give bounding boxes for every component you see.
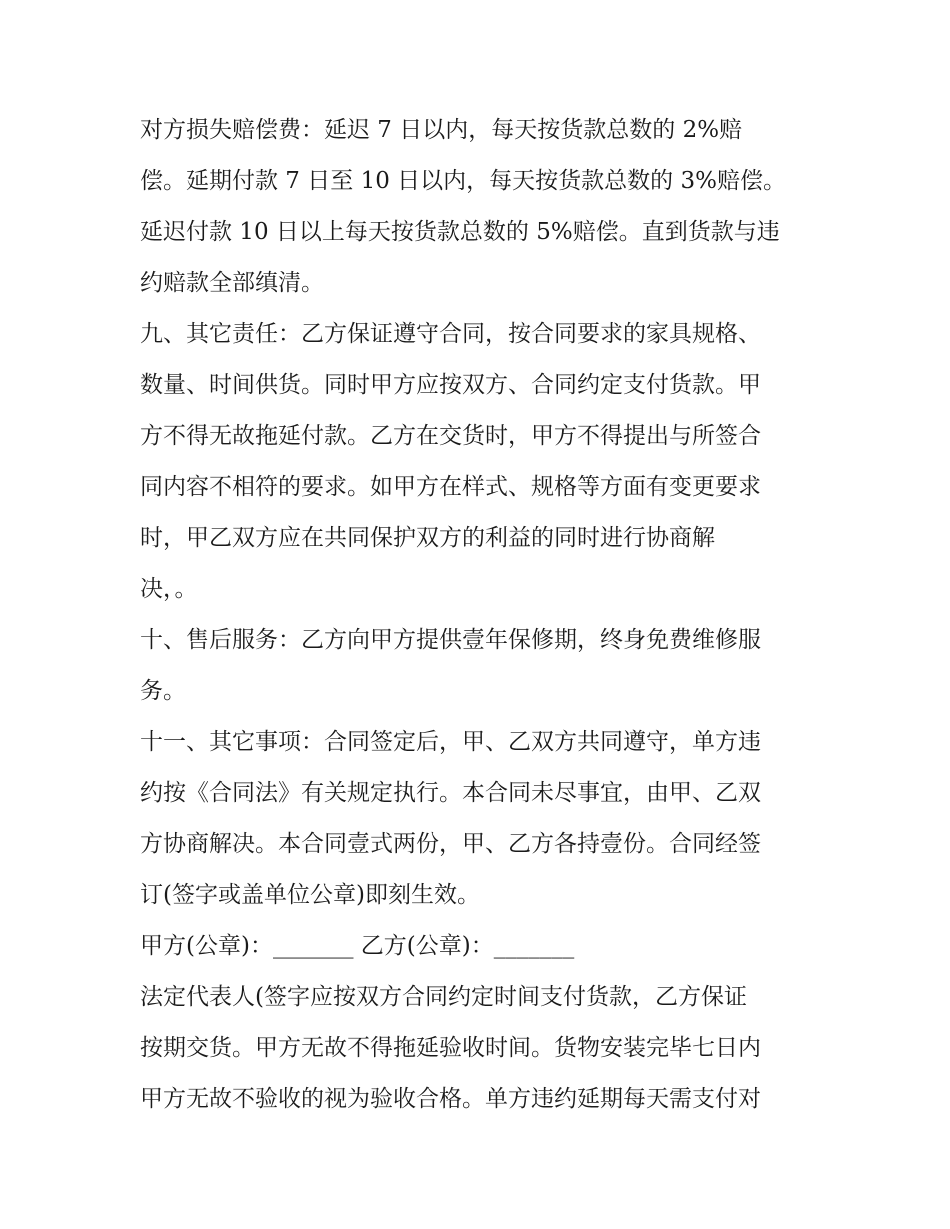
text-line: 约赔款全部缜清。 — [140, 270, 324, 296]
text-line: 务。 — [140, 678, 186, 704]
text-line: 订(签字或盖单位公章)即刻生效。 — [140, 882, 480, 908]
signature-line: 甲方(公章)：_______ 乙方(公章)：_______ — [140, 933, 575, 959]
contract-text — [140, 108, 820, 1128]
text-line: 按期交货。甲方无故不得拖延验收时间。货物安装完毕七日内 — [140, 1035, 761, 1061]
text-line: 延迟付款 10 日以上每天按货款总数的 5%赔偿。直到货款与违 — [140, 219, 780, 245]
text-line: 十、售后服务：乙方向甲方提供壹年保修期，终身免费维修服 — [140, 627, 761, 653]
text-line: 方不得无故拖延付款。乙方在交货时，甲方不得提出与所签合 — [140, 423, 761, 449]
text-line: 约按《合同法》有关规定执行。本合同未尽事宜，由甲、乙双 — [140, 780, 761, 806]
text-line: 偿。延期付款 7 日至 10 日以内，每天按货款总数的 3%赔偿。 — [140, 168, 786, 194]
text-line: 十一、其它事项：合同签定后，甲、乙双方共同遵守，单方违 — [140, 729, 761, 755]
text-line: 九、其它责任：乙方保证遵守合同，按合同要求的家具规格、 — [140, 321, 761, 347]
text-line: 方协商解决。本合同壹式两份，甲、乙方各持壹份。合同经签 — [140, 831, 761, 857]
text-line: 时，甲乙双方应在共同保护双方的利益的同时进行协商解 — [140, 525, 715, 551]
text-line: 甲方无故不验收的视为验收合格。单方违约延期每天需支付对 — [140, 1086, 761, 1112]
text-line: 同内容不相符的要求。如甲方在样式、规格等方面有变更要求 — [140, 474, 761, 500]
text-line: 对方损失赔偿费：延迟 7 日以内，每天按货款总数的 2%赔 — [140, 117, 743, 143]
text-line: 数量、时间供货。同时甲方应按双方、合同约定支付货款。甲 — [140, 372, 761, 398]
text-line: 决，。 — [140, 576, 198, 602]
text-line: 法定代表人(签字应按双方合同约定时间支付货款，乙方保证 — [140, 984, 747, 1010]
